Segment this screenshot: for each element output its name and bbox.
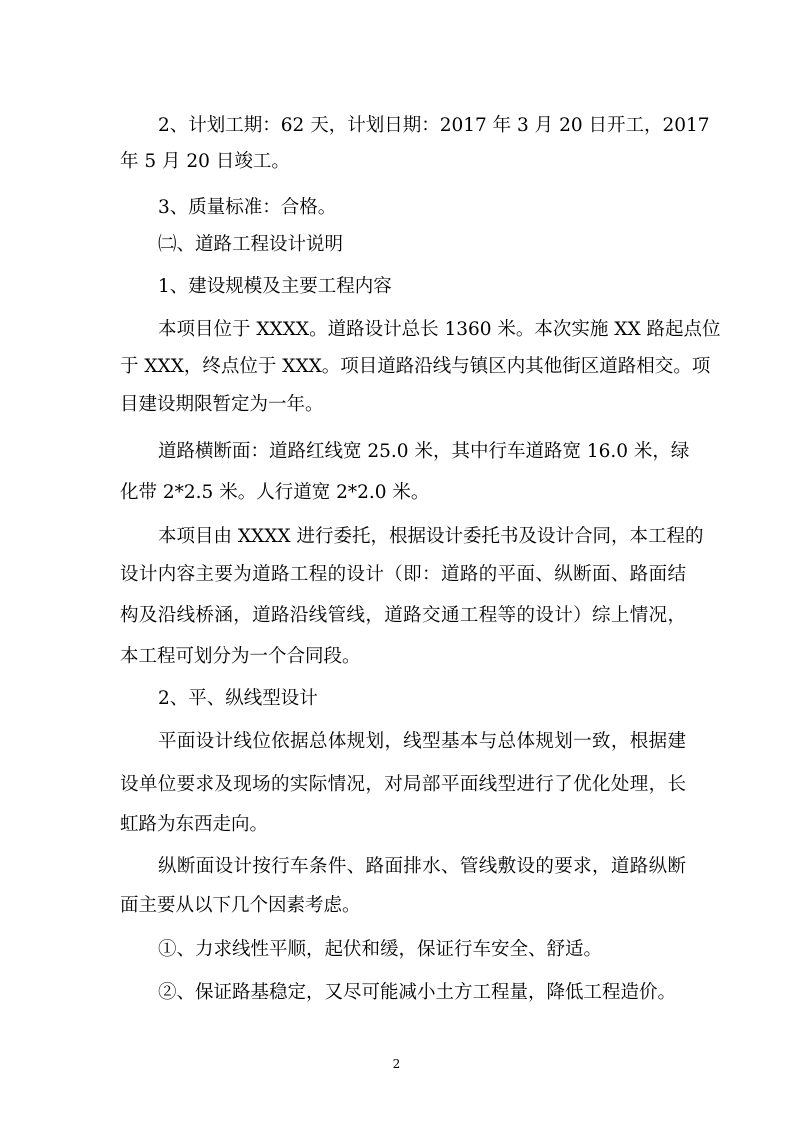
paragraph-quality-standard: 3、质量标准：合格。 <box>158 197 337 218</box>
paragraph-schedule-line-1: 2、计划工期：62 天，计划日期：2017 年 3 月 20 日开工，2017 <box>158 115 710 136</box>
list-item-1: ①、力求线性平顺，起伏和缓，保证行车安全、舒适。 <box>158 939 603 960</box>
paragraph-plan-design-line-3: 虹路为东西走向。 <box>120 814 269 835</box>
paragraph-commission-line-2: 设计内容主要为道路工程的设计（即：道路的平面、纵断面、路面结 <box>120 564 686 585</box>
paragraph-cross-section-line-2: 化带 2*2.5 米。人行道宽 2*2.0 米。 <box>120 482 430 503</box>
subheading-alignment-design: 2、平、纵线型设计 <box>158 688 318 709</box>
paragraph-plan-design-line-1: 平面设计线位依据总体规划，线型基本与总体规划一致，根据建 <box>158 731 686 752</box>
paragraph-commission-line-4: 本工程可划分为一个合同段。 <box>120 646 361 667</box>
paragraph-commission-line-1: 本项目由 XXXX 进行委托，根据设计委托书及设计合同，本工程的 <box>158 526 704 547</box>
paragraph-location-line-1: 本项目位于 XXXX。道路设计总长 1360 米。本次实施 XX 路起点位 <box>158 319 721 340</box>
paragraph-plan-design-line-2: 设单位要求及现场的实际情况，对局部平面线型进行了优化处理，长 <box>120 774 686 795</box>
list-item-2: ②、保证路基稳定，又尽可能减小土方工程量，降低工程造价。 <box>158 982 677 1003</box>
page-number: 2 <box>392 1057 401 1071</box>
section-heading-road-design: ㈡、道路工程设计说明 <box>158 234 344 255</box>
paragraph-location-line-3: 目建设期限暂定为一年。 <box>120 394 324 415</box>
paragraph-profile-design-line-2: 面主要从以下几个因素考虑。 <box>120 895 361 916</box>
subheading-construction-scale: 1、建设规模及主要工程内容 <box>158 276 392 297</box>
paragraph-commission-line-3: 构及沿线桥涵，道路沿线管线，道路交通工程等的设计）综上情况， <box>120 605 686 626</box>
paragraph-profile-design-line-1: 纵断面设计按行车条件、路面排水、管线敷设的要求，道路纵断 <box>158 856 686 877</box>
paragraph-location-line-2: 于 XXX，终点位于 XXX。项目道路沿线与镇区内其他街区道路相交。项 <box>120 356 711 377</box>
paragraph-cross-section-line-1: 道路横断面：道路红线宽 25.0 米，其中行车道路宽 16.0 米，绿 <box>158 441 690 462</box>
paragraph-schedule-line-2: 年 5 月 20 日竣工。 <box>120 151 290 172</box>
